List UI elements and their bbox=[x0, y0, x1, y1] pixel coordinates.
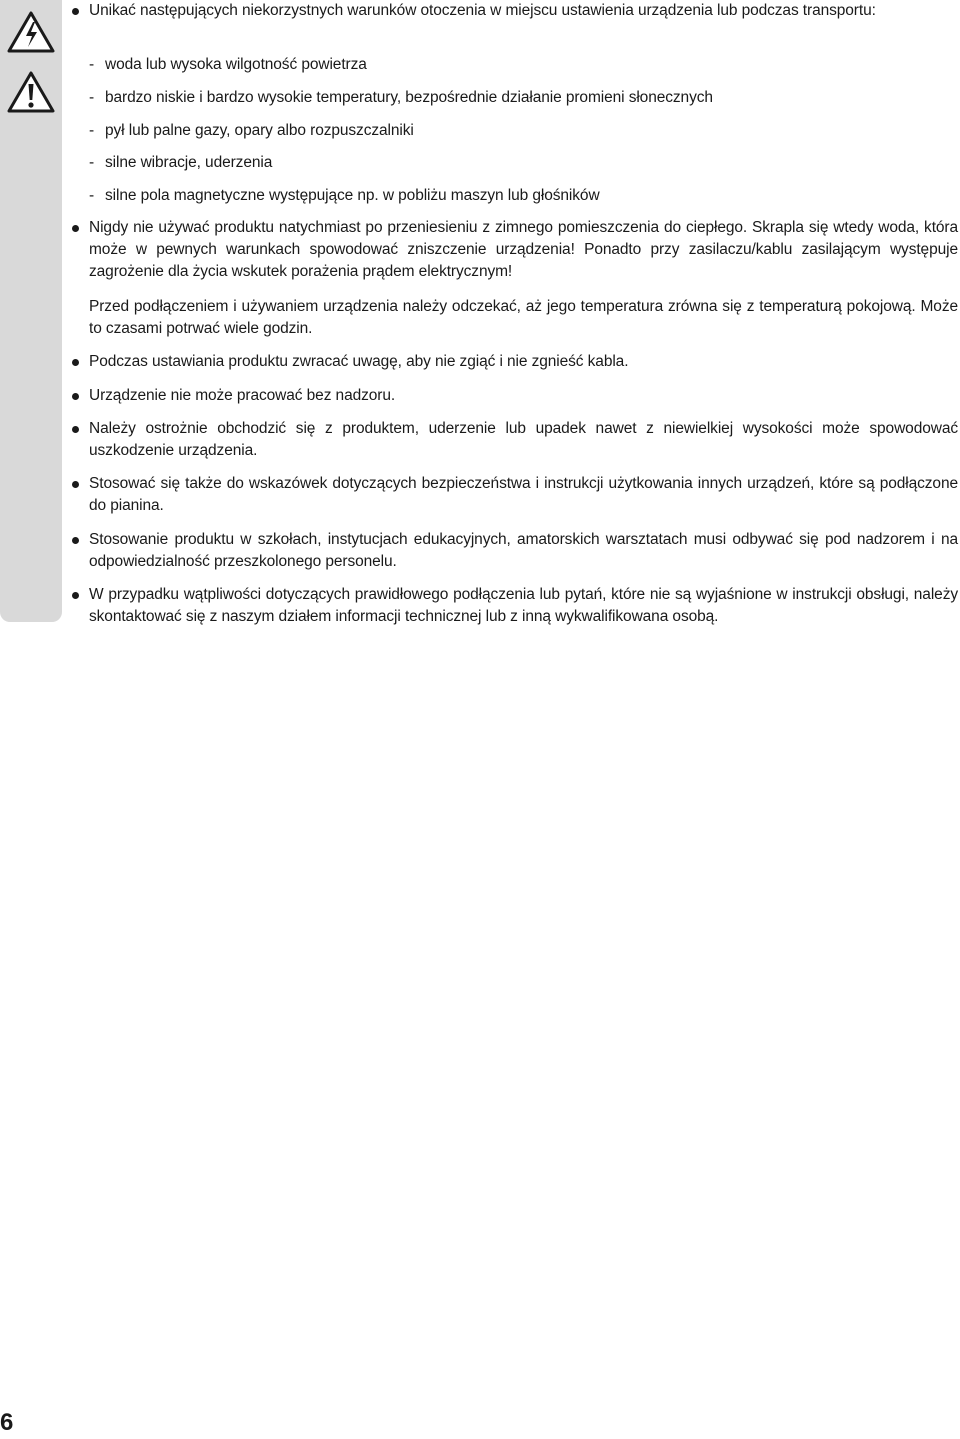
list-item: Stosowanie produktu w szkołach, instytucjach edukacyjnych, amatorskich warsztatach musi odbywać się pod nadzorem i na odpowiedzialność przeszkolonego personelu. bbox=[70, 529, 958, 573]
sub-item: - woda lub wysoka wilgotność powietrza bbox=[89, 56, 367, 73]
sub-item: - silne wibracje, uderzenia bbox=[89, 154, 273, 171]
sub-item: - bardzo niskie i bardzo wysokie temperatury, bezpośrednie działanie promieni słonecznych bbox=[89, 89, 713, 106]
page-number: 6 bbox=[0, 1409, 14, 1436]
sub-item: - silne pola magnetyczne występujące np. w pobliżu maszyn lub głośników bbox=[89, 187, 600, 204]
list-item: Urządzenie nie może pracować bez nadzoru. bbox=[70, 385, 958, 407]
list-item: Nigdy nie używać produktu natychmiast po przeniesieniu z zimnego pomieszczenia do ciepłego. Skrapla się wtedy woda, która może w pewnych warunkach spowodować zniszczenie urządzenia! Ponadto przy zasilaczu/kablu zasilającym występuje zagrożenie dla życia wskutek porażenia prądem elektrycznym! bbox=[70, 217, 958, 283]
list-item: W przypadku wątpliwości dotyczących prawidłowego podłączenia lub pytań, które nie są wyjaśnione w instrukcji obsługi, należy skontaktować się z naszym działem informacji technicznej lub z inną wykwalifikowana osobą. bbox=[70, 584, 958, 628]
sub-item: - pył lub palne gazy, opary albo rozpuszczalniki bbox=[89, 122, 414, 139]
electric-shock-warning-icon bbox=[6, 10, 56, 54]
list-item: Podczas ustawiania produktu zwracać uwagę, aby nie zgiąć i nie zgnieść kabla. bbox=[70, 351, 958, 373]
paragraph: Przed podłączeniem i używaniem urządzenia należy odczekać, aż jego temperatura zrówna się z temperaturą pokojową. Może to czasami potrwać wiele godzin. bbox=[89, 298, 958, 337]
warning-sidebar bbox=[0, 0, 62, 622]
list-item: Stosować się także do wskazówek dotyczących bezpieczeństwa i instrukcji użytkowania innych urządzeń, które są podłączone do pianina. bbox=[70, 473, 958, 517]
list-item: Należy ostrożnie obchodzić się z produktem, uderzenie lub upadek nawet z niewielkiej wysokości może spowodować uszkodzenie urządzenia. bbox=[70, 418, 958, 462]
exclamation-warning-icon bbox=[6, 70, 56, 114]
list-item: Unikać następujących niekorzystnych warunków otoczenia w miejscu ustawienia urządzenia lub podczas transportu: bbox=[70, 0, 958, 22]
